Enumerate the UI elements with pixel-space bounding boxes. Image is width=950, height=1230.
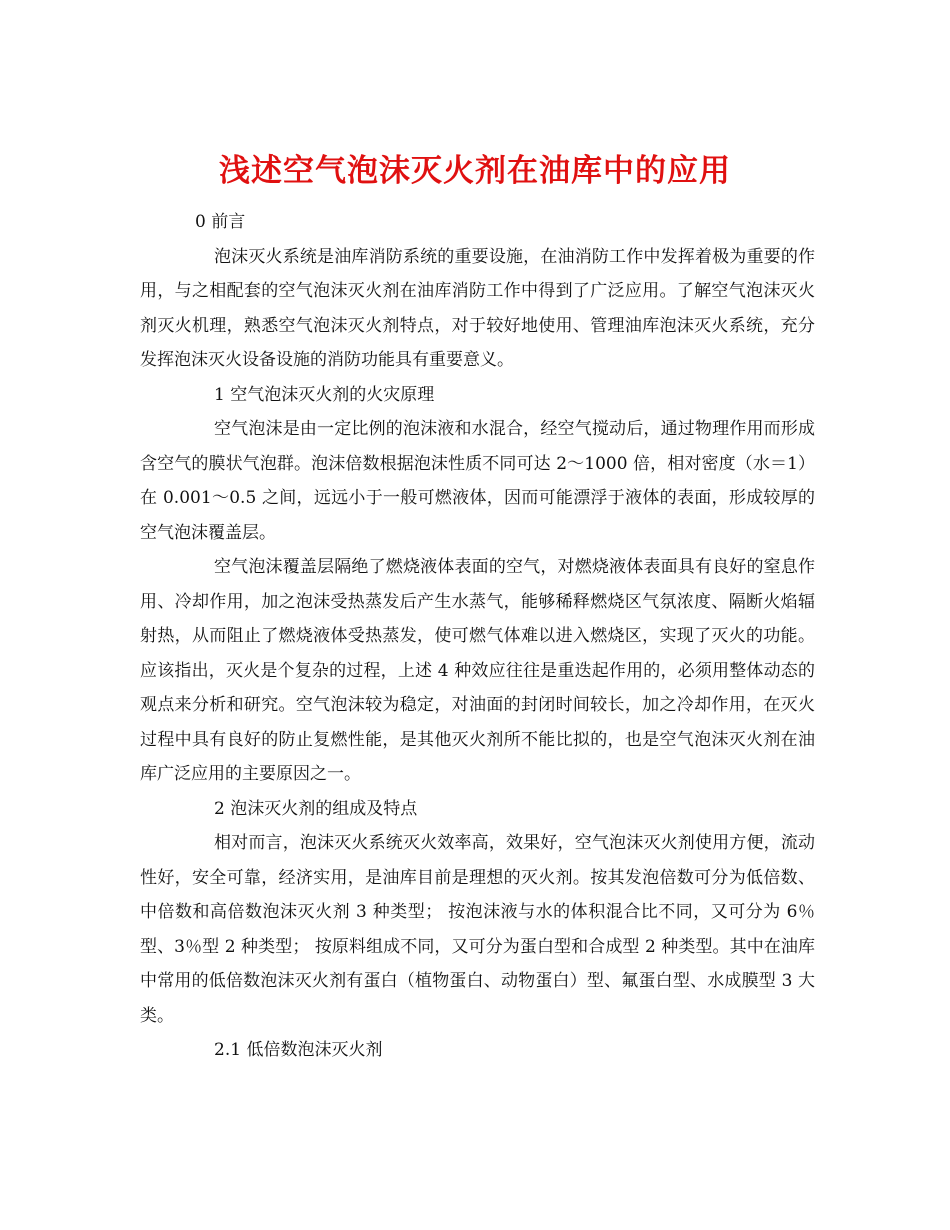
section-preface <box>140 205 815 378</box>
section-principle <box>140 378 815 792</box>
section-heading: 2 泡沫灭火剂的组成及特点 <box>214 798 418 819</box>
paragraph: 空气泡沫覆盖层隔绝了燃烧液体表面的空气，对燃烧液体表面具有良好的窒息作用、冷却作用，加之泡沫受热蒸发后产生水蒸气，能够稀释燃烧区气氛浓度、隔断火焰辐射热，从而阻止了燃烧液体受热蒸发，使可燃气体难以进入燃烧区，实现了灭火的功能。应该指出，灭火是个复杂的过程，上述 4 种效应往往是重迭起作用的，必须用整体动态的观点来分析和研究。空气泡沫较为稳定，对油面的封闭时间较长，加之冷却作用，在灭火过程中具有良好的防止复燃性能，是其他灭火剂所不能比拟的，也是空气泡沫灭火剂在油库广泛应用的主要原因之一。 <box>140 557 815 784</box>
section-heading: 0 前言 <box>195 212 246 232</box>
section-low-expansion <box>140 1033 815 1068</box>
section-composition <box>140 792 815 1034</box>
document-body <box>140 205 815 1068</box>
paragraph: 泡沫灭火系统是油库消防系统的重要设施，在油消防工作中发挥着极为重要的作用，与之相配套的空气泡沫灭火剂在油库消防工作中得到了广泛应用。了解空气泡沫灭火剂灭火机理，熟悉空气泡沫灭火剂特点，对于较好地使用、管理油库泡沫灭火系统，充分发挥泡沫灭火设备设施的消防功能具有重要意义。 <box>140 246 815 370</box>
document-title: 浅述空气泡沫灭火剂在油库中的应用 <box>219 152 731 189</box>
section-heading: 2.1 低倍数泡沫灭火剂 <box>214 1040 383 1060</box>
paragraph: 相对而言，泡沫灭火系统灭火效率高，效果好，空气泡沫灭火剂使用方便，流动性好，安全可靠，经济实用，是油库目前是理想的灭火剂。按其发泡倍数可分为低倍数、中倍数和高倍数泡沫灭火剂 3 种类型； 按泡沫液与水的体积混合比不同，又可分为 6％型、3％型 2 种类型； 按原料组成不同，又可分为蛋白型和合成型 2 种类型。其中在油库中常用的低倍数泡沫灭火剂有蛋白（植物蛋白、动物蛋白）型、氟蛋白型、水成膜型 3 大类。 <box>140 833 815 1026</box>
paragraph: 空气泡沫是由一定比例的泡沫液和水混合，经空气搅动后，通过物理作用而形成含空气的膜状气泡群。泡沫倍数根据泡沫性质不同可达 2～1000 倍，相对密度（水＝1）在 0.001～0.5 之间，远远小于一般可燃液体，因而可能漂浮于液体的表面，形成较厚的空气泡沫覆盖层。 <box>140 419 815 543</box>
section-heading: 1 空气泡沫灭火剂的火灾原理 <box>214 384 435 405</box>
